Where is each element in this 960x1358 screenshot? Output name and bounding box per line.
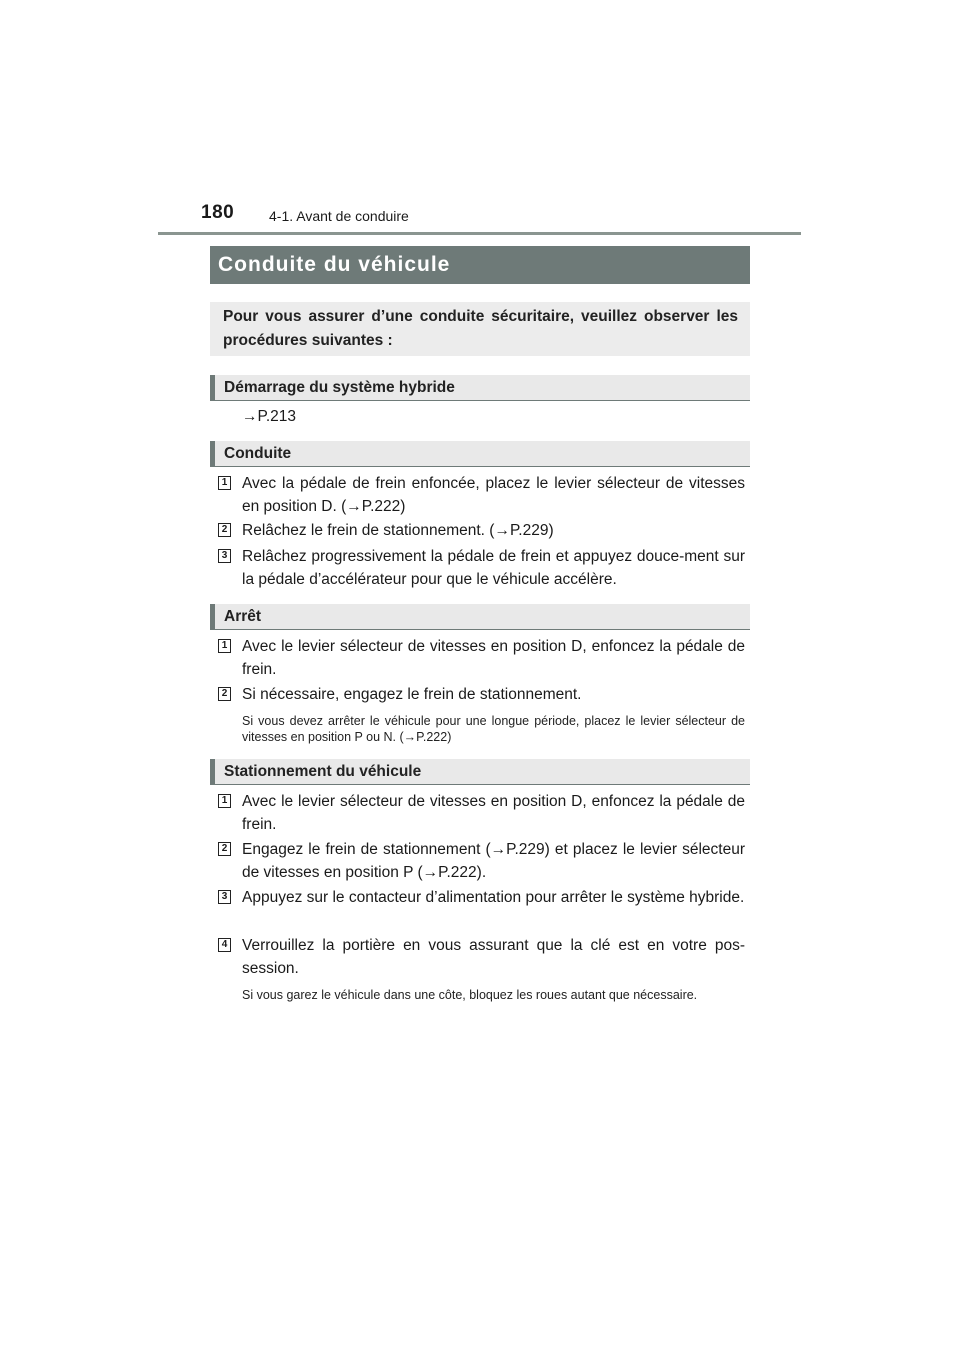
note-text: Si vous devez arrêter le véhicule pour une longue période, placez le levier sélecteur de vitesses en position P ou N. (→P.222) [242, 714, 745, 744]
chapter-reference: 4-1. Avant de conduire [269, 208, 409, 224]
step-text: Avec le levier sélecteur de vitesses en position D, enfoncez la pédale de frein. [242, 793, 745, 833]
step-item [218, 635, 750, 681]
step-item [218, 934, 750, 980]
step-number: 4 [218, 938, 231, 952]
step-number: 2 [218, 842, 231, 856]
step-item [218, 886, 750, 909]
step-item [218, 838, 750, 884]
heading-demarrage: Démarrage du système hybride [210, 375, 750, 401]
page-title-bar [210, 246, 750, 284]
step-text: Relâchez progressivement la pédale de frein et appuyez douce-ment sur la pédale d’accélérateur pour que le véhicule accélère. [242, 548, 745, 588]
page-reference-link[interactable]: →P.213 [242, 408, 297, 425]
step-number: 1 [218, 639, 231, 653]
step-text: Avec le levier sélecteur de vitesses en position D, enfoncez la pédale de frein. [242, 638, 745, 678]
header-divider [158, 232, 801, 235]
step-text: Si nécessaire, engagez le frein de stationnement. [242, 686, 582, 703]
step-text: Engagez le frein de stationnement (→P.229) et placez le levier sélecteur de vitesses en position P (→P.222). [242, 841, 745, 881]
page-number: 180 [201, 202, 235, 223]
step-number: 3 [218, 549, 231, 563]
step-number: 1 [218, 476, 231, 490]
note-text: Si vous garez le véhicule dans une côte, bloquez les roues autant que nécessaire. [242, 988, 698, 1002]
step-number: 2 [218, 687, 231, 701]
step-item [218, 683, 750, 706]
step-text: Relâchez le frein de stationnement. (→P.229) [242, 522, 554, 539]
step-item [218, 545, 750, 591]
step-item [218, 472, 750, 518]
step-text: Verrouillez la portière en vous assurant que la clé est en votre pos-session. [242, 937, 745, 977]
step-number: 1 [218, 794, 231, 808]
step-text: Appuyez sur le contacteur d’alimentation pour arrêter le système hybride. [242, 889, 745, 906]
step-item [218, 790, 750, 836]
heading-conduite: Conduite [210, 441, 750, 467]
step-item [218, 519, 750, 542]
step-number: 2 [218, 523, 231, 537]
step-number: 3 [218, 890, 231, 904]
page-title: Conduite du véhicule [218, 253, 451, 276]
intro-text: Pour vous assurer d’une conduite sécuritaire, veuillez observer les procédures suivantes : [210, 302, 750, 356]
heading-arret: Arrêt [210, 604, 750, 630]
step-text: Avec la pédale de frein enfoncée, placez le levier sélecteur de vitesses en position D. (→P.222) [242, 475, 745, 515]
heading-stationnement: Stationnement du véhicule [210, 759, 750, 785]
